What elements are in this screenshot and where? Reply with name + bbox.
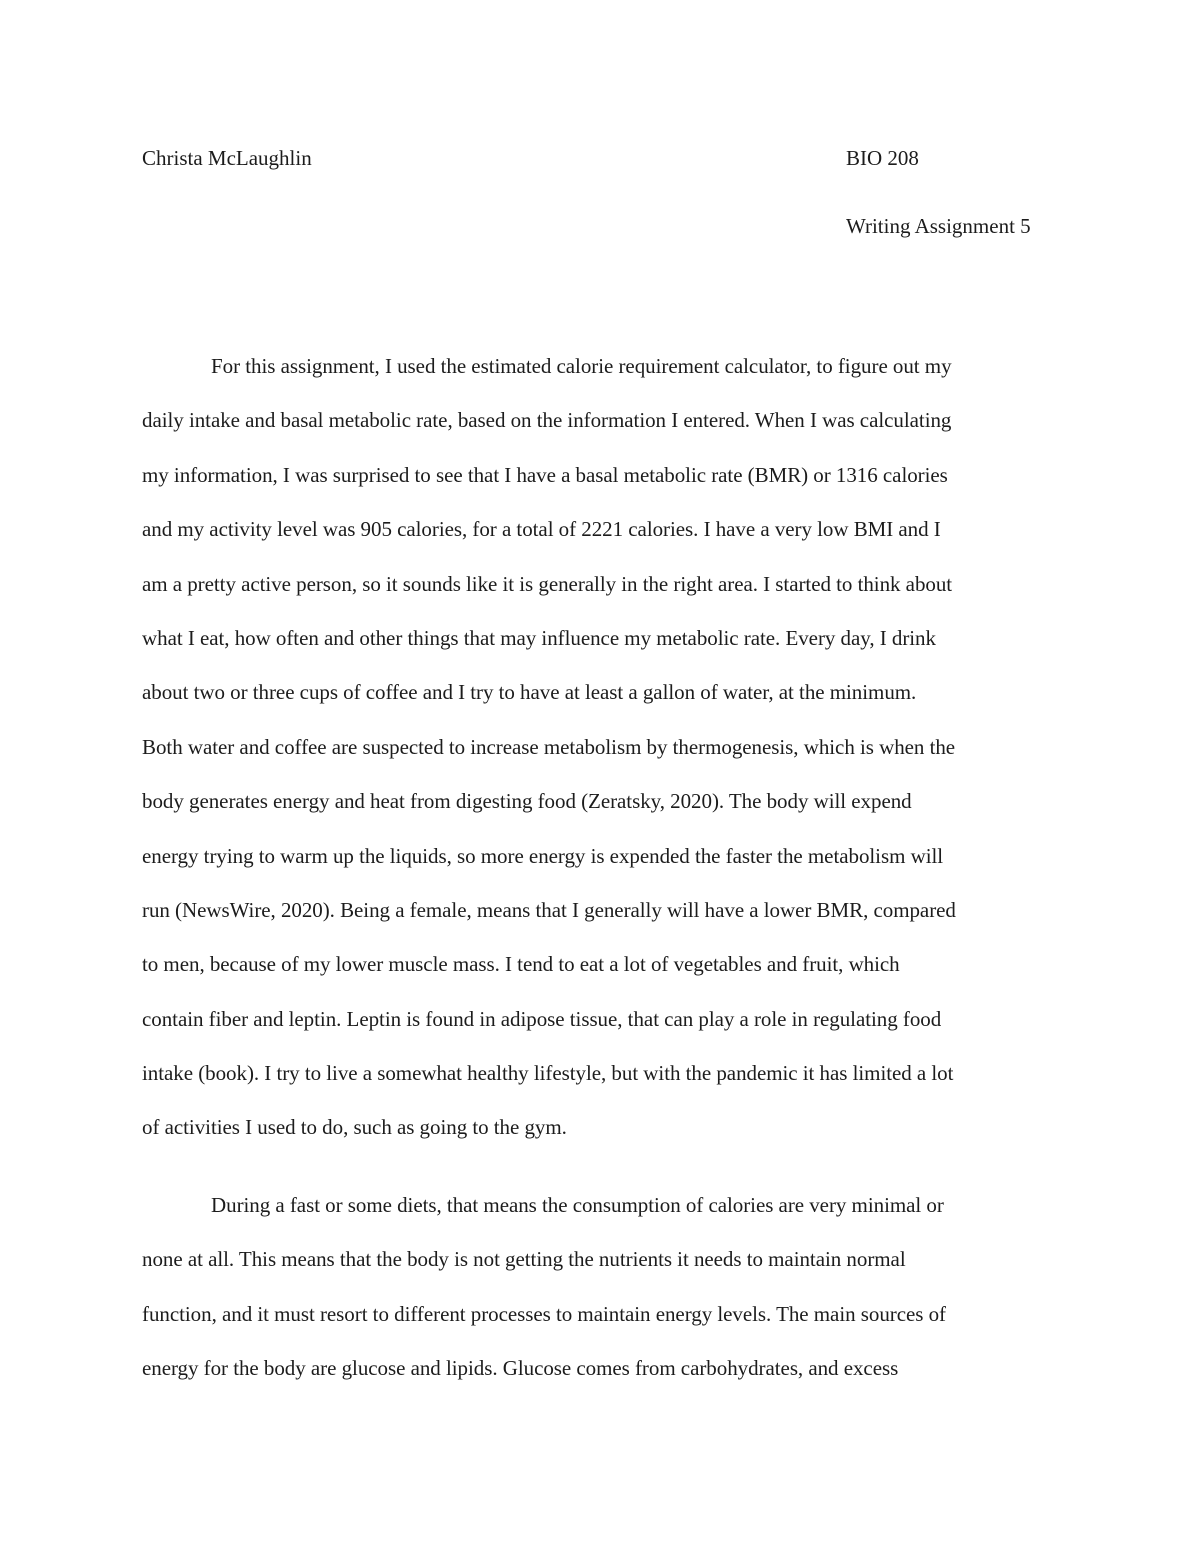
author-name: Christa McLaughlin: [142, 146, 312, 170]
text-line: For this assignment, I used the estimated calorie requirement calculator, to figure out my: [211, 354, 952, 378]
text-line: am a pretty active person, so it sounds like it is generally in the right area. I started to think about: [142, 571, 953, 596]
text-line: intake (book). I try to live a somewhat healthy lifestyle, but with the pandemic it has limited a lot: [142, 1061, 954, 1086]
text-line: energy trying to warm up the liquids, so more energy is expended the faster the metabolism will: [142, 843, 944, 868]
text-line: Both water and coffee are suspected to increase metabolism by thermogenesis, which is when the: [142, 734, 956, 759]
text-line: run (NewsWire, 2020). Being a female, means that I generally will have a lower BMR, compared: [142, 897, 956, 922]
text-line: contain fiber and leptin. Leptin is found in adipose tissue, that can play a role in regulating food: [142, 1006, 942, 1031]
text-line: energy for the body are glucose and lipids. Glucose comes from carbohydrates, and excess: [142, 1356, 899, 1381]
text-line: to men, because of my lower muscle mass. I tend to eat a lot of vegetables and fruit, which: [142, 952, 900, 977]
text-line: what I eat, how often and other things that may influence my metabolic rate. Every day, I drink: [142, 625, 936, 650]
text-line: none at all. This means that the body is not getting the nutrients it needs to maintain normal: [142, 1247, 906, 1272]
text-line: about two or three cups of coffee and I try to have at least a gallon of water, at the minimum.: [142, 680, 917, 705]
text-line: and my activity level was 905 calories, for a total of 2221 calories. I have a very low BMI and I: [142, 517, 941, 542]
text-line: function, and it must resort to different processes to maintain energy levels. The main sources of: [142, 1301, 946, 1326]
assignment-title: Writing Assignment 5: [846, 214, 1031, 238]
text-line: my information, I was surprised to see that I have a basal metabolic rate (BMR) or 1316 calories: [142, 462, 948, 487]
text-line: of activities I used to do, such as going to the gym.: [142, 1115, 567, 1140]
text-line: During a fast or some diets, that means the consumption of calories are very minimal or: [211, 1193, 944, 1217]
text-line: daily intake and basal metabolic rate, based on the information I entered. When I was calculating: [142, 408, 952, 433]
course-code: BIO 208: [846, 146, 919, 170]
paragraph-2: [142, 1193, 1072, 1411]
text-line: body generates energy and heat from digesting food (Zeratsky, 2020). The body will expend: [142, 789, 912, 814]
paragraph-1: [142, 354, 1072, 1170]
